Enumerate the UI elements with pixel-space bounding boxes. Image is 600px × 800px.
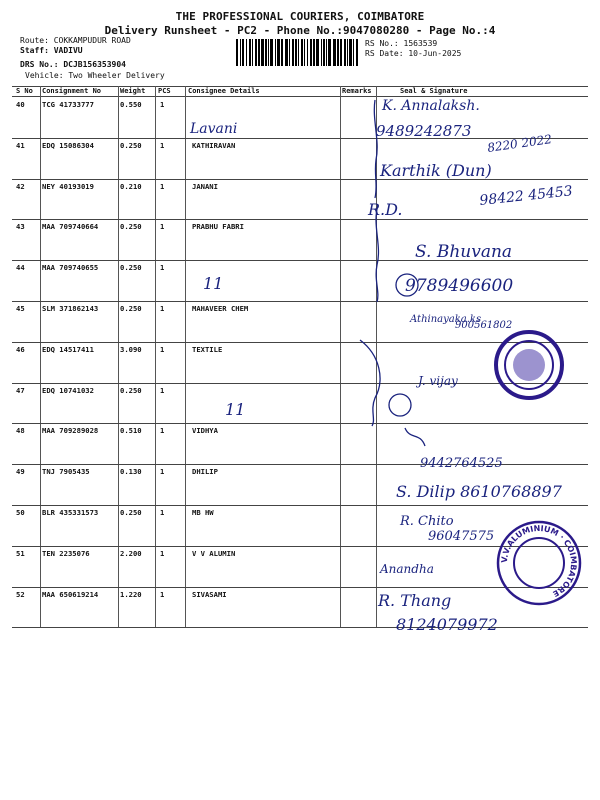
handwritten-signature: Athinayaka.ks <box>410 314 482 325</box>
cell-sno: 47 <box>16 385 25 395</box>
header-rule <box>12 96 588 97</box>
cell-sno: 40 <box>16 100 25 109</box>
barcode-bar <box>326 39 327 66</box>
cell-weight: 3.090 <box>120 344 142 354</box>
cell-sno: 48 <box>16 426 25 436</box>
barcode-bar <box>295 39 297 66</box>
cell-pcs: 1 <box>160 222 165 232</box>
barcode-bar <box>298 39 299 66</box>
cell-consignee: TEXTILE <box>192 344 223 354</box>
barcode-bar <box>240 39 241 66</box>
cell-consignment-no: MAA 709740664 <box>42 222 99 232</box>
vv-aluminium-seal-stamp <box>496 520 582 606</box>
cell-consignee: MAHAVEER CHEM <box>192 304 249 313</box>
route-label: Route: COKKAMPUDUR ROAD <box>20 36 131 45</box>
cell-sno: 51 <box>16 548 25 558</box>
cell-sno: 42 <box>16 181 25 191</box>
drs-number: DRS No.: DCJB156353904 <box>20 60 126 69</box>
cell-consignee: PRABHU FABRI <box>192 222 244 232</box>
barcode-bar <box>307 39 308 66</box>
barcode-bar <box>337 39 339 66</box>
row-rule <box>12 301 588 302</box>
handwritten-phone: 9789496600 <box>405 276 514 296</box>
row-rule <box>12 505 588 506</box>
cell-weight: 2.200 <box>120 548 142 558</box>
cell-consignee: VIDHYA <box>192 426 218 436</box>
cell-sno: 41 <box>16 140 25 150</box>
cell-weight: 0.250 <box>120 140 142 150</box>
cell-weight: 0.210 <box>120 181 142 191</box>
cell-pcs: 1 <box>160 508 165 517</box>
barcode-bar <box>252 39 253 66</box>
barcode-bar <box>304 39 305 66</box>
barcode-bar <box>258 39 260 66</box>
handwritten-phone: 9489242873 <box>376 122 472 140</box>
barcode-bar <box>316 39 319 66</box>
handwritten-signature: R. Chito <box>400 514 454 529</box>
handwritten-signature: S. Dilip 8610768897 <box>396 482 562 501</box>
cell-consignment-no: TEN 2235076 <box>42 548 90 558</box>
handwritten-note: 11 <box>203 274 224 293</box>
cell-consignment-no: EDQ 14517411 <box>42 344 94 354</box>
barcode-bar <box>344 39 346 66</box>
barcode-bar <box>323 39 325 66</box>
barcode-bar <box>313 39 315 66</box>
barcode-bar <box>275 39 276 66</box>
cell-weight: 1.220 <box>120 589 142 599</box>
barcode-bar <box>270 39 273 66</box>
cell-weight: 0.250 <box>120 508 142 517</box>
cell-pcs: 1 <box>160 467 165 477</box>
barcode-bar <box>285 39 288 66</box>
cell-pcs: 1 <box>160 263 165 273</box>
barcode-bar <box>301 39 303 66</box>
barcode-bar <box>236 39 238 66</box>
cell-sno: 50 <box>16 508 25 517</box>
handwritten-phone: 8220 2022 <box>486 132 553 155</box>
cell-pcs: 1 <box>160 140 165 150</box>
cell-weight: 0.250 <box>120 263 142 273</box>
handwritten-signature: K. Annalaksh. <box>382 98 480 114</box>
barcode-bar <box>356 39 358 66</box>
cell-sno: 49 <box>16 467 25 477</box>
cell-consignee: V V ALUMIN <box>192 548 236 558</box>
barcode-bar <box>255 39 257 66</box>
cell-pcs: 1 <box>160 548 165 558</box>
barcode-bar <box>340 39 342 66</box>
cell-consignee: SIVASAMI <box>192 589 227 599</box>
barcode-bar <box>347 39 348 66</box>
cell-weight: 0.250 <box>120 222 142 232</box>
cell-consignment-no: EDQ 10741032 <box>42 385 94 395</box>
handwritten-signature: J. vijay <box>418 374 458 388</box>
cell-sno: 52 <box>16 589 25 599</box>
col-header-weight: Weight <box>120 87 146 95</box>
barcode-bar <box>242 39 244 66</box>
cell-pcs: 1 <box>160 344 165 354</box>
cell-consignment-no: EDQ 15086304 <box>42 140 94 150</box>
cell-consignee: KATHIRAVAN <box>192 140 236 150</box>
cell-sno: 46 <box>16 344 25 354</box>
vehicle-label: Vehicle: Two Wheeler Delivery <box>25 71 165 80</box>
company-seal-stamp <box>494 330 564 400</box>
cell-weight: 0.510 <box>120 426 142 436</box>
col-header-seal-signature: Seal & Signature <box>400 87 468 95</box>
handwritten-number: 96047575 <box>428 529 495 544</box>
handwritten-signature: R. Thang <box>378 591 452 610</box>
cell-consignment-no: NEY 40193019 <box>42 181 94 191</box>
stamp-text: V.V.ALUMINIUM · COIMBATORE <box>499 523 579 599</box>
barcode-bar <box>321 39 322 66</box>
cell-consignment-no: MAA 709740655 <box>42 263 99 273</box>
barcode-bar <box>353 39 354 66</box>
handwritten-signature: Karthik (Dun) <box>380 161 492 180</box>
company-title: THE PROFESSIONAL COURIERS, COIMBATORE <box>175 10 425 23</box>
cell-weight: 0.550 <box>120 100 142 109</box>
cell-weight: 0.130 <box>120 467 142 477</box>
barcode-bar <box>289 39 290 66</box>
row-rule <box>12 627 588 628</box>
cell-pcs: 1 <box>160 426 165 436</box>
barcode-icon <box>236 39 358 66</box>
cell-sno: 44 <box>16 263 25 273</box>
row-rule <box>12 179 588 180</box>
barcode-bar <box>265 39 267 66</box>
cell-pcs: 1 <box>160 181 165 191</box>
handwritten-signature: S. Bhuvana <box>415 242 513 262</box>
barcode-bar <box>277 39 280 66</box>
barcode-bar <box>292 39 294 66</box>
cell-sno: 45 <box>16 304 25 313</box>
barcode-bar <box>268 39 269 66</box>
cell-consignment-no: BLR 435331573 <box>42 508 99 517</box>
row-rule <box>12 423 588 424</box>
col-header-consignment: Consignment No <box>42 87 102 95</box>
cell-weight: 0.250 <box>120 385 142 395</box>
cell-pcs: 1 <box>160 385 165 395</box>
handwritten-note: Lavani <box>190 121 238 137</box>
cell-pcs: 1 <box>160 589 165 599</box>
handwritten-phone: 8124079972 <box>396 615 498 634</box>
row-rule <box>12 464 588 465</box>
cell-pcs: 1 <box>160 100 165 109</box>
handwritten-phone: 9442764525 <box>420 456 503 471</box>
cell-consignment-no: MAA 650619214 <box>42 589 99 599</box>
handwritten-signature: Anandha <box>380 562 434 576</box>
barcode-bar <box>333 39 336 66</box>
handwritten-signature: R.D. <box>368 200 403 219</box>
cell-consignee: MB HW <box>192 508 214 517</box>
handwritten-note: 11 <box>225 400 246 419</box>
rs-number: RS No.: 1563539 <box>365 39 438 48</box>
cell-consignment-no: TNJ 7905435 <box>42 467 90 477</box>
col-header-remarks: Remarks <box>342 87 372 95</box>
col-header-consignee: Consignee Details <box>188 87 260 95</box>
barcode-bar <box>310 39 312 66</box>
row-rule <box>12 219 588 220</box>
barcode-bar <box>328 39 331 66</box>
row-rule <box>12 260 588 261</box>
barcode-bar <box>349 39 352 66</box>
col-header-pcs: PCS <box>158 87 171 95</box>
cell-consignment-no: SLM 371862143 <box>42 304 99 313</box>
cell-consignee: DHILIP <box>192 467 218 477</box>
col-header-sno: S No <box>16 87 33 95</box>
cell-consignment-no: TCG 41733777 <box>42 100 94 109</box>
row-rule <box>12 138 588 139</box>
cell-sno: 43 <box>16 222 25 232</box>
cell-weight: 0.250 <box>120 304 142 313</box>
barcode-bar <box>249 39 251 66</box>
barcode-bar <box>261 39 264 66</box>
staff-label: Staff: VADIVU <box>20 46 83 55</box>
cell-pcs: 1 <box>160 304 165 313</box>
handwritten-number: 98422 45453 <box>478 183 574 209</box>
rs-date: RS Date: 10-Jun-2025 <box>365 49 462 58</box>
cell-consignment-no: MAA 709289028 <box>42 426 99 436</box>
runsheet-subtitle: Delivery Runsheet - PC2 - Phone No.:9047080280 - Page No.:4 <box>104 24 496 37</box>
barcode-bar <box>246 39 247 66</box>
handwritten-number: 900561802 <box>455 320 513 331</box>
barcode-bar <box>281 39 283 66</box>
cell-consignee: JANANI <box>192 181 218 191</box>
